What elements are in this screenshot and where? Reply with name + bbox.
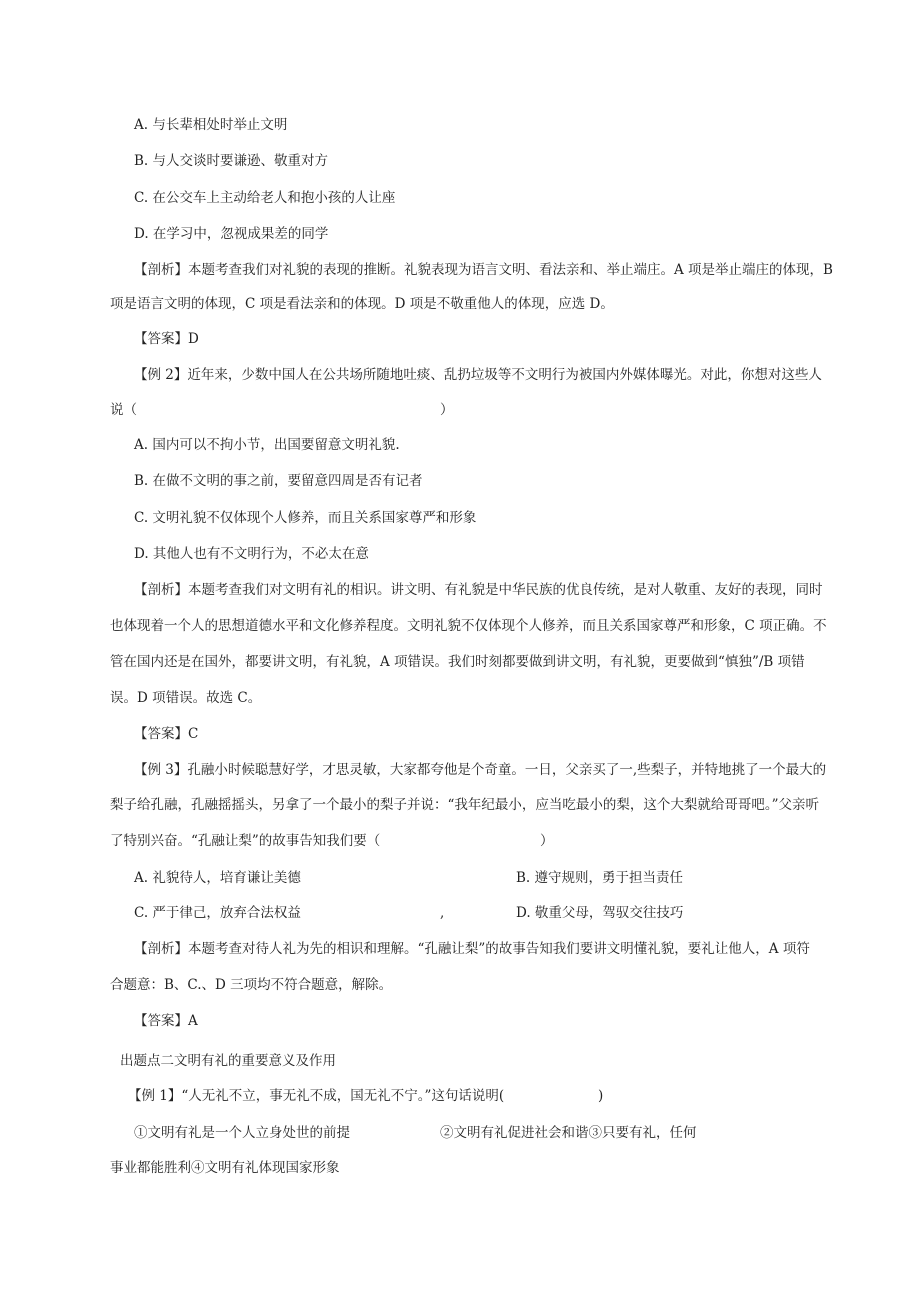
option-c: C. 在公交车上主动给老人和抱小孩的人让座 bbox=[134, 190, 396, 206]
analysis-line: 也体现着一个人的思想道德水平和文化修养程度。文明礼貌不仅体现个人修养，而且关系国家尊严和形象，C 项正确。不 bbox=[110, 618, 827, 634]
option-d: D. 其他人也有不文明行为，不必太在意 bbox=[134, 546, 369, 562]
question-stem: 【例 1】“人无礼不立，事无礼不成，国无礼不宁。”这句话说明( bbox=[128, 1088, 505, 1104]
analysis-line: 管在国内还是在国外，都要讲文明，有礼貌，A 项错误。我们时刻都要做到讲文明，有礼貌，更要做到“慎独”/B 项错 bbox=[110, 654, 805, 670]
option-a: A. 国内可以不拘小节，出国要留意文明礼貌. bbox=[134, 437, 400, 453]
answer-blank-close: ） bbox=[440, 402, 454, 418]
statement-items: 事业都能胜利④文明有礼体现国家形象 bbox=[110, 1160, 340, 1176]
answer: 【答案】A bbox=[134, 1013, 198, 1029]
analysis-line: 【剖析】本题考查我们对文明有礼的相识。讲文明、有礼貌是中华民族的优良传统，是对人敬重、友好的表现，同时 bbox=[134, 582, 823, 598]
option-b: B. 在做不文明的事之前，要留意四周是否有记者 bbox=[134, 473, 423, 489]
answer: 【答案】C bbox=[134, 726, 199, 742]
option-d: D. 在学习中，忽视成果差的同学 bbox=[134, 226, 329, 242]
option-c: C. 严于律己，放弃合法权益 bbox=[134, 905, 301, 921]
analysis-line: 项是语言文明的体现，C 项是看法亲和的体现。D 项是不敬重他人的体现，应选 D。 bbox=[110, 296, 614, 312]
option-d: D. 敬重父母，驾驭交往技巧 bbox=[516, 905, 684, 921]
option-b: B. 与人交谈时要谦逊、敬重对方 bbox=[134, 153, 329, 169]
stray-mark: , bbox=[440, 905, 445, 921]
section-heading: 出题点二文明有礼的重要意义及作用 bbox=[120, 1053, 336, 1069]
answer-blank-close: ） bbox=[540, 833, 554, 849]
analysis-line: 误。D 项错误。故选 C。 bbox=[110, 690, 262, 706]
question-stem: 【例 2】近年来，少数中国人在公共场所随地吐痰、乱扔垃圾等不文明行为被国内外媒体曝光。对此，你想对这些人 bbox=[134, 367, 822, 383]
statement-items: ①文明有礼是一个人立身处世的前提 bbox=[134, 1125, 350, 1141]
analysis-line: 【剖析】本题考查对待人礼为先的相识和理解。“孔融让梨”的故事告知我们要讲文明懂礼貌，要礼让他人，A 项符 bbox=[134, 941, 810, 957]
analysis-line: 合题意：B、C.、D 三项均不符合题意，解除。 bbox=[110, 977, 393, 993]
answer: 【答案】D bbox=[134, 331, 199, 347]
option-c: C. 文明礼貌不仅体现个人修养，而且关系国家尊严和形象 bbox=[134, 510, 477, 526]
question-stem: 梨子给孔融，孔融摇摇头，另拿了一个最小的梨子并说：“我年纪最小，应当吃最小的梨，这个大梨就给哥哥吧。”父亲听 bbox=[110, 797, 820, 813]
question-stem: 了特别兴奋。“孔融让梨”的故事告知我们要（ bbox=[110, 833, 381, 849]
question-stem: 【例 3】孔融小时候聪慧好学，才思灵敏，大家都夸他是个奇童。一日，父亲买了一,些梨子，并特地挑了一个最大的 bbox=[134, 762, 827, 778]
question-stem: 说（ bbox=[110, 402, 137, 418]
option-b: B. 遵守规则，勇于担当责任 bbox=[516, 870, 684, 886]
option-a: A. 与长辈相处时举止文明 bbox=[134, 117, 288, 133]
statement-items: ②文明有礼促进社会和谐③只要有礼，任何 bbox=[440, 1125, 697, 1141]
option-a: A. 礼貌待人，培育谦让美德 bbox=[134, 870, 301, 886]
analysis-line: 【剖析】本题考查我们对礼貌的表现的推断。礼貌表现为语言文明、看法亲和、举止端庄。A 项是举止端庄的体现，B bbox=[134, 262, 833, 278]
answer-blank-close: ) bbox=[598, 1088, 604, 1104]
